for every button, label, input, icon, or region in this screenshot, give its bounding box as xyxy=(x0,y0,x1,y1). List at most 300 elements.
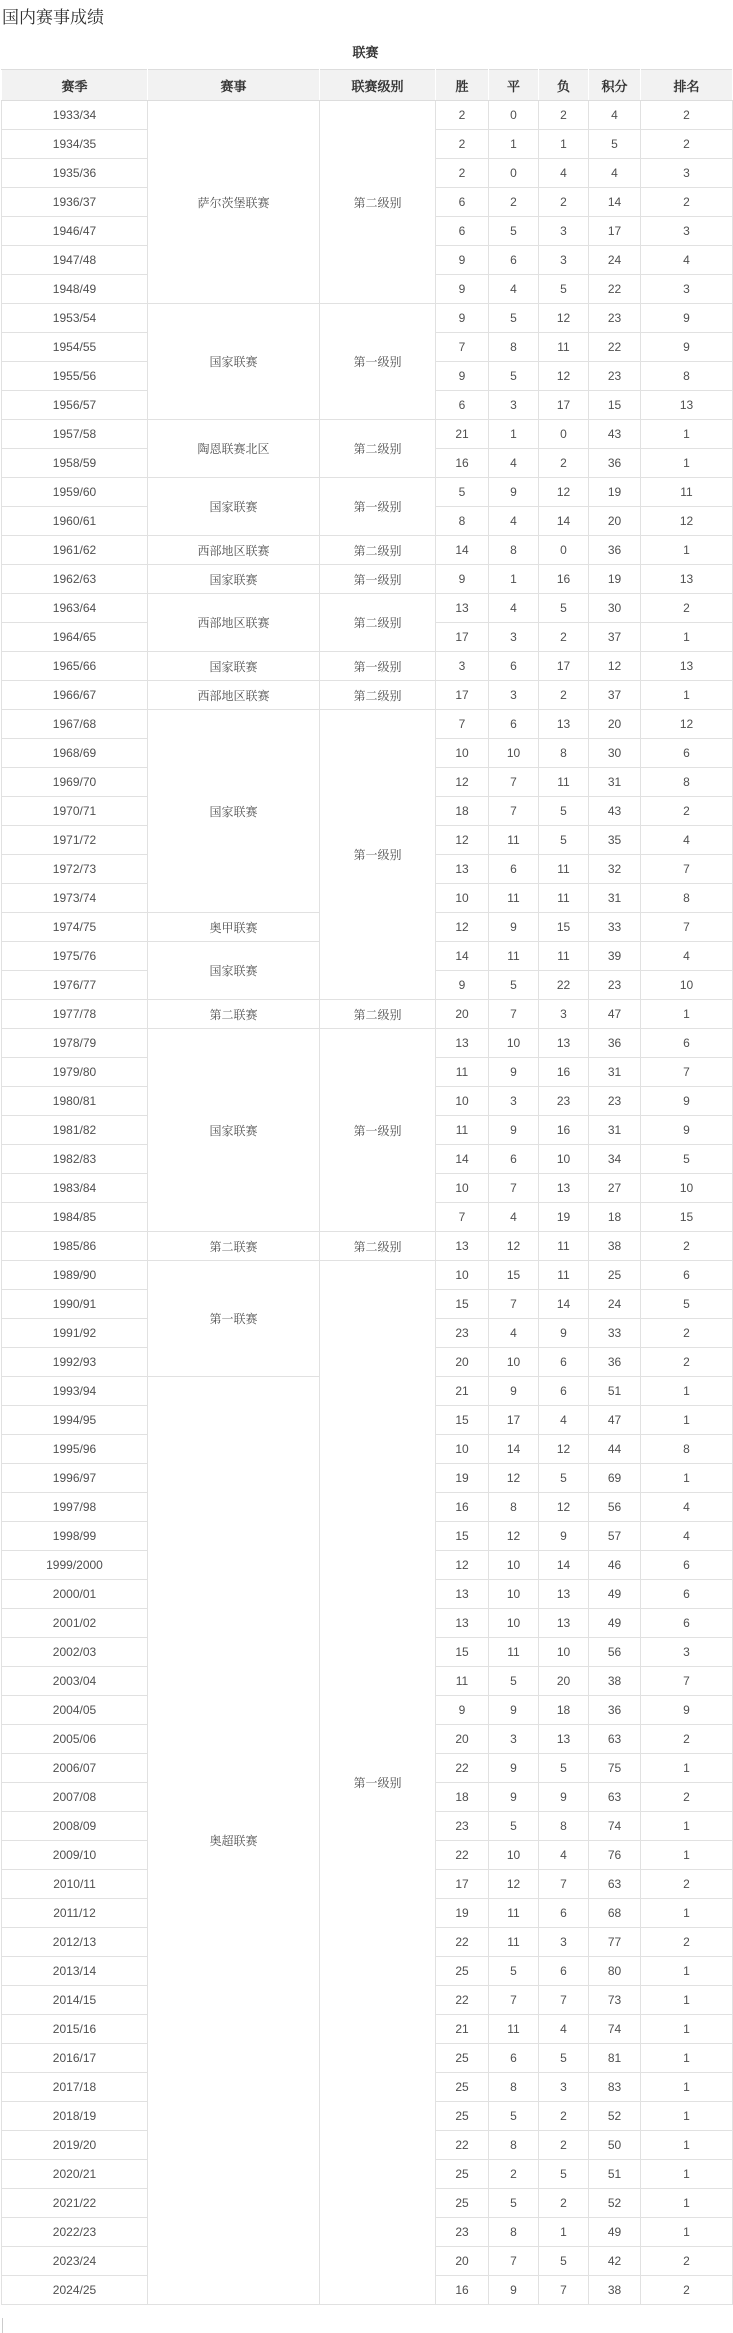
draws-cell: 8 xyxy=(489,536,539,565)
rank-cell: 9 xyxy=(641,1116,733,1145)
draws-cell: 1 xyxy=(489,420,539,449)
wins-cell: 11 xyxy=(436,1116,489,1145)
table-row xyxy=(2,304,733,333)
season-cell: 2002/03 xyxy=(2,1638,148,1667)
rank-cell: 7 xyxy=(641,913,733,942)
season-cell: 1974/75 xyxy=(2,913,148,942)
rank-cell: 9 xyxy=(641,1087,733,1116)
draws-cell: 6 xyxy=(489,246,539,275)
draws-cell: 9 xyxy=(489,1783,539,1812)
season-cell: 1960/61 xyxy=(2,507,148,536)
rank-cell: 3 xyxy=(641,1638,733,1667)
competition-cell: 西部地区联赛 xyxy=(148,681,320,710)
draws-cell: 11 xyxy=(489,942,539,971)
wins-cell: 5 xyxy=(436,478,489,507)
draws-cell: 2 xyxy=(489,188,539,217)
season-cell: 1993/94 xyxy=(2,1377,148,1406)
rank-cell: 9 xyxy=(641,304,733,333)
wins-cell: 7 xyxy=(436,333,489,362)
wins-cell: 2 xyxy=(436,159,489,188)
points-cell: 36 xyxy=(589,1029,641,1058)
draws-cell: 1 xyxy=(489,565,539,594)
wins-cell: 10 xyxy=(436,739,489,768)
losses-cell: 22 xyxy=(539,971,589,1000)
wins-cell: 9 xyxy=(436,246,489,275)
season-cell: 2019/20 xyxy=(2,2131,148,2160)
rank-cell: 1 xyxy=(641,2044,733,2073)
losses-cell: 0 xyxy=(539,536,589,565)
wins-cell: 25 xyxy=(436,2160,489,2189)
wins-cell: 9 xyxy=(436,362,489,391)
wins-cell: 10 xyxy=(436,1087,489,1116)
losses-cell: 2 xyxy=(539,101,589,130)
rank-cell: 1 xyxy=(641,1754,733,1783)
points-cell: 15 xyxy=(589,391,641,420)
losses-cell: 7 xyxy=(539,1870,589,1899)
points-cell: 63 xyxy=(589,1783,641,1812)
season-cell: 1965/66 xyxy=(2,652,148,681)
rank-cell: 2 xyxy=(641,1870,733,1899)
rank-cell: 1 xyxy=(641,420,733,449)
points-cell: 51 xyxy=(589,1377,641,1406)
wins-cell: 22 xyxy=(436,1986,489,2015)
losses-cell: 18 xyxy=(539,1696,589,1725)
rank-cell: 12 xyxy=(641,710,733,739)
wins-cell: 6 xyxy=(436,217,489,246)
draws-cell: 4 xyxy=(489,1319,539,1348)
draws-cell: 15 xyxy=(489,1261,539,1290)
rank-cell: 8 xyxy=(641,362,733,391)
rank-cell: 3 xyxy=(641,217,733,246)
draws-cell: 5 xyxy=(489,304,539,333)
wins-cell: 13 xyxy=(436,594,489,623)
wins-cell: 10 xyxy=(436,1435,489,1464)
points-cell: 18 xyxy=(589,1203,641,1232)
points-cell: 50 xyxy=(589,2131,641,2160)
losses-cell: 17 xyxy=(539,391,589,420)
competition-cell: 国家联赛 xyxy=(148,652,320,681)
rank-cell: 4 xyxy=(641,942,733,971)
losses-cell: 2 xyxy=(539,449,589,478)
season-cell: 1975/76 xyxy=(2,942,148,971)
rank-cell: 7 xyxy=(641,1667,733,1696)
competition-cell: 国家联赛 xyxy=(148,710,320,913)
table-row xyxy=(2,565,733,594)
draws-cell: 10 xyxy=(489,1841,539,1870)
rank-cell: 1 xyxy=(641,449,733,478)
draws-cell: 10 xyxy=(489,1029,539,1058)
wins-cell: 21 xyxy=(436,2015,489,2044)
level-cell: 第一级别 xyxy=(320,304,436,420)
level-cell: 第二级别 xyxy=(320,1000,436,1029)
rank-cell: 8 xyxy=(641,768,733,797)
losses-cell: 7 xyxy=(539,1986,589,2015)
draws-cell: 4 xyxy=(489,449,539,478)
points-cell: 47 xyxy=(589,1000,641,1029)
rank-cell: 2 xyxy=(641,1725,733,1754)
wins-cell: 7 xyxy=(436,710,489,739)
points-cell: 80 xyxy=(589,1957,641,1986)
wins-cell: 19 xyxy=(436,1464,489,1493)
table-row xyxy=(2,710,733,739)
wins-cell: 20 xyxy=(436,1348,489,1377)
losses-cell: 11 xyxy=(539,884,589,913)
competition-cell: 第二联赛 xyxy=(148,1232,320,1261)
draws-cell: 0 xyxy=(489,101,539,130)
season-cell: 1966/67 xyxy=(2,681,148,710)
wins-cell: 23 xyxy=(436,2218,489,2247)
rank-cell: 5 xyxy=(641,1290,733,1319)
column-header: 赛季 xyxy=(2,70,148,101)
draws-cell: 6 xyxy=(489,1145,539,1174)
rank-cell: 6 xyxy=(641,1551,733,1580)
level-cell: 第一级别 xyxy=(320,710,436,1000)
draws-cell: 8 xyxy=(489,333,539,362)
losses-cell: 13 xyxy=(539,1580,589,1609)
competition-cell: 国家联赛 xyxy=(148,942,320,1000)
wins-cell: 6 xyxy=(436,391,489,420)
competition-cell: 西部地区联赛 xyxy=(148,536,320,565)
season-cell: 1957/58 xyxy=(2,420,148,449)
wins-cell: 15 xyxy=(436,1638,489,1667)
competition-cell: 奥超联赛 xyxy=(148,1377,320,2305)
points-cell: 36 xyxy=(589,1696,641,1725)
rank-cell: 10 xyxy=(641,1174,733,1203)
losses-cell: 9 xyxy=(539,1783,589,1812)
wins-cell: 9 xyxy=(436,275,489,304)
draws-cell: 11 xyxy=(489,2015,539,2044)
points-cell: 27 xyxy=(589,1174,641,1203)
draws-cell: 6 xyxy=(489,2044,539,2073)
wins-cell: 13 xyxy=(436,1029,489,1058)
wins-cell: 11 xyxy=(436,1667,489,1696)
wins-cell: 20 xyxy=(436,1000,489,1029)
rank-cell: 1 xyxy=(641,2160,733,2189)
season-cell: 1998/99 xyxy=(2,1522,148,1551)
rank-cell: 5 xyxy=(641,1145,733,1174)
points-cell: 22 xyxy=(589,333,641,362)
season-cell: 2015/16 xyxy=(2,2015,148,2044)
draws-cell: 5 xyxy=(489,1957,539,1986)
draws-cell: 9 xyxy=(489,1754,539,1783)
losses-cell: 2 xyxy=(539,2131,589,2160)
losses-cell: 16 xyxy=(539,1058,589,1087)
season-cell: 1961/62 xyxy=(2,536,148,565)
losses-cell: 12 xyxy=(539,1435,589,1464)
losses-cell: 23 xyxy=(539,1087,589,1116)
season-cell: 2011/12 xyxy=(2,1899,148,1928)
points-cell: 56 xyxy=(589,1638,641,1667)
draws-cell: 12 xyxy=(489,1870,539,1899)
losses-cell: 16 xyxy=(539,565,589,594)
losses-cell: 14 xyxy=(539,1551,589,1580)
losses-cell: 5 xyxy=(539,2160,589,2189)
points-cell: 31 xyxy=(589,1116,641,1145)
season-cell: 2023/24 xyxy=(2,2247,148,2276)
draws-cell: 10 xyxy=(489,1551,539,1580)
losses-cell: 3 xyxy=(539,217,589,246)
season-cell: 2004/05 xyxy=(2,1696,148,1725)
losses-cell: 17 xyxy=(539,652,589,681)
season-cell: 1985/86 xyxy=(2,1232,148,1261)
draws-cell: 11 xyxy=(489,1638,539,1667)
table-caption: 联赛 xyxy=(352,45,379,60)
points-cell: 74 xyxy=(589,2015,641,2044)
losses-cell: 5 xyxy=(539,594,589,623)
points-cell: 63 xyxy=(589,1870,641,1899)
losses-cell: 11 xyxy=(539,855,589,884)
losses-cell: 1 xyxy=(539,2218,589,2247)
season-cell: 1995/96 xyxy=(2,1435,148,1464)
rank-cell: 2 xyxy=(641,2276,733,2305)
points-cell: 56 xyxy=(589,1493,641,1522)
rank-cell: 13 xyxy=(641,391,733,420)
season-cell: 2018/19 xyxy=(2,2102,148,2131)
rank-cell: 3 xyxy=(641,275,733,304)
wins-cell: 13 xyxy=(436,1580,489,1609)
wins-cell: 15 xyxy=(436,1406,489,1435)
next-section-border-fragment xyxy=(2,2318,3,2333)
level-cell: 第二级别 xyxy=(320,536,436,565)
points-cell: 5 xyxy=(589,130,641,159)
table-row xyxy=(2,420,733,449)
points-cell: 19 xyxy=(589,478,641,507)
losses-cell: 4 xyxy=(539,2015,589,2044)
season-cell: 1963/64 xyxy=(2,594,148,623)
season-cell: 1934/35 xyxy=(2,130,148,159)
season-cell: 2000/01 xyxy=(2,1580,148,1609)
season-cell: 1972/73 xyxy=(2,855,148,884)
points-cell: 20 xyxy=(589,507,641,536)
points-cell: 38 xyxy=(589,1667,641,1696)
losses-cell: 15 xyxy=(539,913,589,942)
season-cell: 1996/97 xyxy=(2,1464,148,1493)
season-cell: 1991/92 xyxy=(2,1319,148,1348)
rank-cell: 12 xyxy=(641,507,733,536)
draws-cell: 9 xyxy=(489,1116,539,1145)
rank-cell: 2 xyxy=(641,1928,733,1957)
points-cell: 24 xyxy=(589,246,641,275)
table-row xyxy=(2,478,733,507)
rank-cell: 9 xyxy=(641,1696,733,1725)
rank-cell: 6 xyxy=(641,1261,733,1290)
draws-cell: 9 xyxy=(489,1696,539,1725)
season-cell: 2016/17 xyxy=(2,2044,148,2073)
season-cell: 2010/11 xyxy=(2,1870,148,1899)
draws-cell: 7 xyxy=(489,768,539,797)
season-cell: 1977/78 xyxy=(2,1000,148,1029)
draws-cell: 3 xyxy=(489,391,539,420)
season-cell: 1982/83 xyxy=(2,1145,148,1174)
points-cell: 52 xyxy=(589,2102,641,2131)
wins-cell: 9 xyxy=(436,304,489,333)
points-cell: 42 xyxy=(589,2247,641,2276)
draws-cell: 2 xyxy=(489,2160,539,2189)
level-cell: 第一级别 xyxy=(320,652,436,681)
losses-cell: 2 xyxy=(539,681,589,710)
level-cell: 第二级别 xyxy=(320,420,436,478)
season-cell: 1935/36 xyxy=(2,159,148,188)
losses-cell: 4 xyxy=(539,1841,589,1870)
draws-cell: 11 xyxy=(489,1928,539,1957)
losses-cell: 3 xyxy=(539,1000,589,1029)
season-cell: 1999/2000 xyxy=(2,1551,148,1580)
draws-cell: 12 xyxy=(489,1232,539,1261)
draws-cell: 7 xyxy=(489,2247,539,2276)
rank-cell: 1 xyxy=(641,681,733,710)
competition-cell: 第二联赛 xyxy=(148,1000,320,1029)
season-cell: 1946/47 xyxy=(2,217,148,246)
season-cell: 1967/68 xyxy=(2,710,148,739)
draws-cell: 6 xyxy=(489,710,539,739)
points-cell: 32 xyxy=(589,855,641,884)
season-cell: 1964/65 xyxy=(2,623,148,652)
draws-cell: 4 xyxy=(489,594,539,623)
wins-cell: 17 xyxy=(436,1870,489,1899)
rank-cell: 1 xyxy=(641,623,733,652)
losses-cell: 5 xyxy=(539,1464,589,1493)
losses-cell: 13 xyxy=(539,1029,589,1058)
league-results-table xyxy=(1,69,733,2305)
rank-cell: 1 xyxy=(641,2015,733,2044)
rank-cell: 1 xyxy=(641,2218,733,2247)
season-cell: 1968/69 xyxy=(2,739,148,768)
season-cell: 1981/82 xyxy=(2,1116,148,1145)
rank-cell: 1 xyxy=(641,2189,733,2218)
rank-cell: 1 xyxy=(641,2131,733,2160)
table-row xyxy=(2,101,733,130)
draws-cell: 9 xyxy=(489,2276,539,2305)
wins-cell: 12 xyxy=(436,768,489,797)
draws-cell: 12 xyxy=(489,1464,539,1493)
level-cell: 第二级别 xyxy=(320,101,436,304)
losses-cell: 11 xyxy=(539,942,589,971)
wins-cell: 9 xyxy=(436,971,489,1000)
competition-cell: 西部地区联赛 xyxy=(148,594,320,652)
points-cell: 12 xyxy=(589,652,641,681)
draws-cell: 7 xyxy=(489,1000,539,1029)
losses-cell: 11 xyxy=(539,1261,589,1290)
season-cell: 2017/18 xyxy=(2,2073,148,2102)
season-cell: 2008/09 xyxy=(2,1812,148,1841)
points-cell: 75 xyxy=(589,1754,641,1783)
points-cell: 34 xyxy=(589,1145,641,1174)
wins-cell: 10 xyxy=(436,884,489,913)
losses-cell: 9 xyxy=(539,1319,589,1348)
points-cell: 23 xyxy=(589,971,641,1000)
losses-cell: 14 xyxy=(539,1290,589,1319)
losses-cell: 3 xyxy=(539,1928,589,1957)
losses-cell: 10 xyxy=(539,1145,589,1174)
points-cell: 76 xyxy=(589,1841,641,1870)
points-cell: 43 xyxy=(589,797,641,826)
wins-cell: 21 xyxy=(436,1377,489,1406)
rank-cell: 2 xyxy=(641,101,733,130)
draws-cell: 3 xyxy=(489,1725,539,1754)
rank-cell: 2 xyxy=(641,130,733,159)
points-cell: 33 xyxy=(589,913,641,942)
rank-cell: 1 xyxy=(641,1464,733,1493)
points-cell: 36 xyxy=(589,536,641,565)
draws-cell: 12 xyxy=(489,1522,539,1551)
points-cell: 31 xyxy=(589,1058,641,1087)
level-cell: 第一级别 xyxy=(320,565,436,594)
season-cell: 1956/57 xyxy=(2,391,148,420)
wins-cell: 22 xyxy=(436,1841,489,1870)
season-cell: 1994/95 xyxy=(2,1406,148,1435)
competition-cell: 国家联赛 xyxy=(148,565,320,594)
losses-cell: 2 xyxy=(539,2189,589,2218)
draws-cell: 17 xyxy=(489,1406,539,1435)
wins-cell: 16 xyxy=(436,1493,489,1522)
wins-cell: 14 xyxy=(436,942,489,971)
season-cell: 2013/14 xyxy=(2,1957,148,1986)
season-cell: 2022/23 xyxy=(2,2218,148,2247)
draws-cell: 5 xyxy=(489,217,539,246)
wins-cell: 2 xyxy=(436,130,489,159)
draws-cell: 11 xyxy=(489,1899,539,1928)
points-cell: 23 xyxy=(589,362,641,391)
points-cell: 36 xyxy=(589,449,641,478)
rank-cell: 4 xyxy=(641,826,733,855)
season-cell: 1933/34 xyxy=(2,101,148,130)
losses-cell: 12 xyxy=(539,304,589,333)
table-row xyxy=(2,1029,733,1058)
points-cell: 35 xyxy=(589,826,641,855)
wins-cell: 13 xyxy=(436,1609,489,1638)
points-cell: 37 xyxy=(589,623,641,652)
wins-cell: 16 xyxy=(436,449,489,478)
season-cell: 2005/06 xyxy=(2,1725,148,1754)
points-cell: 81 xyxy=(589,2044,641,2073)
draws-cell: 4 xyxy=(489,275,539,304)
season-cell: 1959/60 xyxy=(2,478,148,507)
rank-cell: 1 xyxy=(641,1899,733,1928)
draws-cell: 1 xyxy=(489,130,539,159)
losses-cell: 5 xyxy=(539,826,589,855)
rank-cell: 10 xyxy=(641,971,733,1000)
wins-cell: 12 xyxy=(436,913,489,942)
losses-cell: 4 xyxy=(539,1406,589,1435)
rank-cell: 11 xyxy=(641,478,733,507)
season-cell: 1984/85 xyxy=(2,1203,148,1232)
rank-cell: 4 xyxy=(641,1493,733,1522)
wins-cell: 16 xyxy=(436,2276,489,2305)
season-cell: 1971/72 xyxy=(2,826,148,855)
wins-cell: 9 xyxy=(436,565,489,594)
rank-cell: 2 xyxy=(641,1783,733,1812)
season-cell: 1980/81 xyxy=(2,1087,148,1116)
season-cell: 1953/54 xyxy=(2,304,148,333)
season-cell: 2003/04 xyxy=(2,1667,148,1696)
wins-cell: 20 xyxy=(436,2247,489,2276)
points-cell: 22 xyxy=(589,275,641,304)
table-header xyxy=(2,70,733,101)
season-cell: 1978/79 xyxy=(2,1029,148,1058)
losses-cell: 4 xyxy=(539,159,589,188)
points-cell: 68 xyxy=(589,1899,641,1928)
column-header: 平 xyxy=(489,70,539,101)
header-row xyxy=(2,70,733,101)
losses-cell: 1 xyxy=(539,130,589,159)
draws-cell: 7 xyxy=(489,1174,539,1203)
rank-cell: 2 xyxy=(641,594,733,623)
draws-cell: 9 xyxy=(489,478,539,507)
draws-cell: 4 xyxy=(489,507,539,536)
points-cell: 30 xyxy=(589,739,641,768)
rank-cell: 1 xyxy=(641,1812,733,1841)
table-row xyxy=(2,681,733,710)
